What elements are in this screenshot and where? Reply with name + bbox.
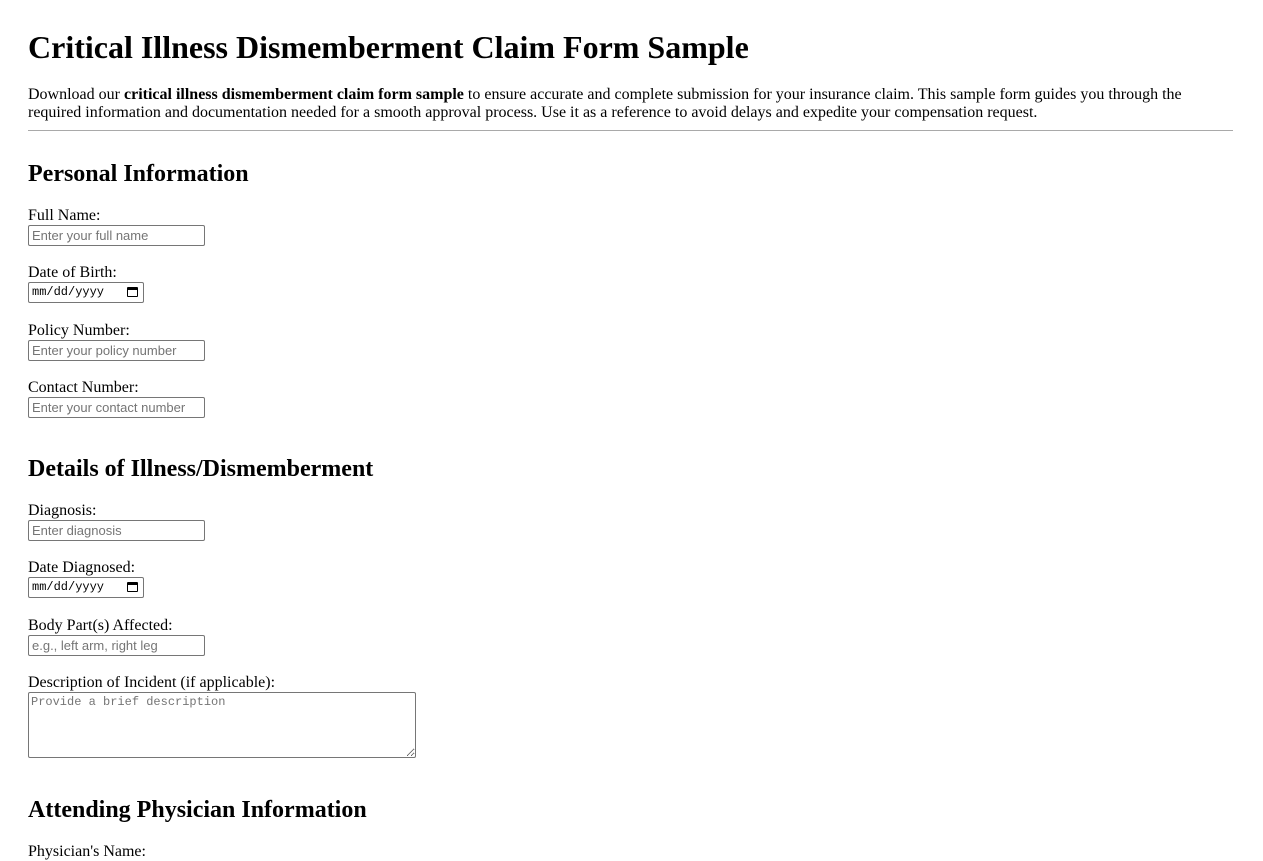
physician-info-heading: Attending Physician Information: [28, 797, 367, 823]
date-diagnosed-input[interactable]: [28, 577, 144, 598]
intro-text-after: to ensure accurate and complete submission for your insurance claim. This sample form guides you through the required information and documentation needed for a smooth approval process. Use it as a reference to avoid delays and expedite your compensation request.: [28, 86, 1182, 121]
description-textarea[interactable]: [28, 692, 416, 758]
policy-number-input[interactable]: [28, 340, 205, 361]
personal-info-heading: Personal Information: [28, 161, 249, 187]
dob-date-input[interactable]: [28, 282, 144, 303]
intro-text-before: Download our: [28, 86, 124, 103]
body-parts-label: Body Part(s) Affected:: [28, 617, 173, 634]
section-divider: [28, 130, 1233, 131]
date-diagnosed-label: Date Diagnosed:: [28, 559, 136, 576]
contact-number-label: Contact Number:: [28, 379, 139, 396]
calendar-icon[interactable]: [127, 582, 138, 592]
policy-number-label: Policy Number:: [28, 322, 130, 339]
dob-label: Date of Birth:: [28, 264, 117, 281]
full-name-input[interactable]: [28, 225, 205, 246]
calendar-icon[interactable]: [127, 287, 138, 297]
page-title: Critical Illness Dismemberment Claim Form Sample: [28, 29, 749, 65]
contact-number-input[interactable]: [28, 397, 205, 418]
physician-name-label: Physician's Name:: [28, 843, 146, 860]
illness-details-heading: Details of Illness/Dismemberment: [28, 456, 374, 482]
body-parts-input[interactable]: [28, 635, 205, 656]
description-label: Description of Incident (if applicable):: [28, 674, 276, 691]
diagnosis-input[interactable]: [28, 520, 205, 541]
dob-date-format: mm/dd/yyyy: [32, 285, 105, 299]
date-diagnosed-format: mm/dd/yyyy: [32, 580, 105, 594]
intro-paragraph: [28, 86, 1218, 122]
full-name-label: Full Name:: [28, 207, 101, 224]
intro-text-bold: critical illness dismemberment claim form sample: [123, 86, 464, 103]
diagnosis-label: Diagnosis:: [28, 502, 97, 519]
